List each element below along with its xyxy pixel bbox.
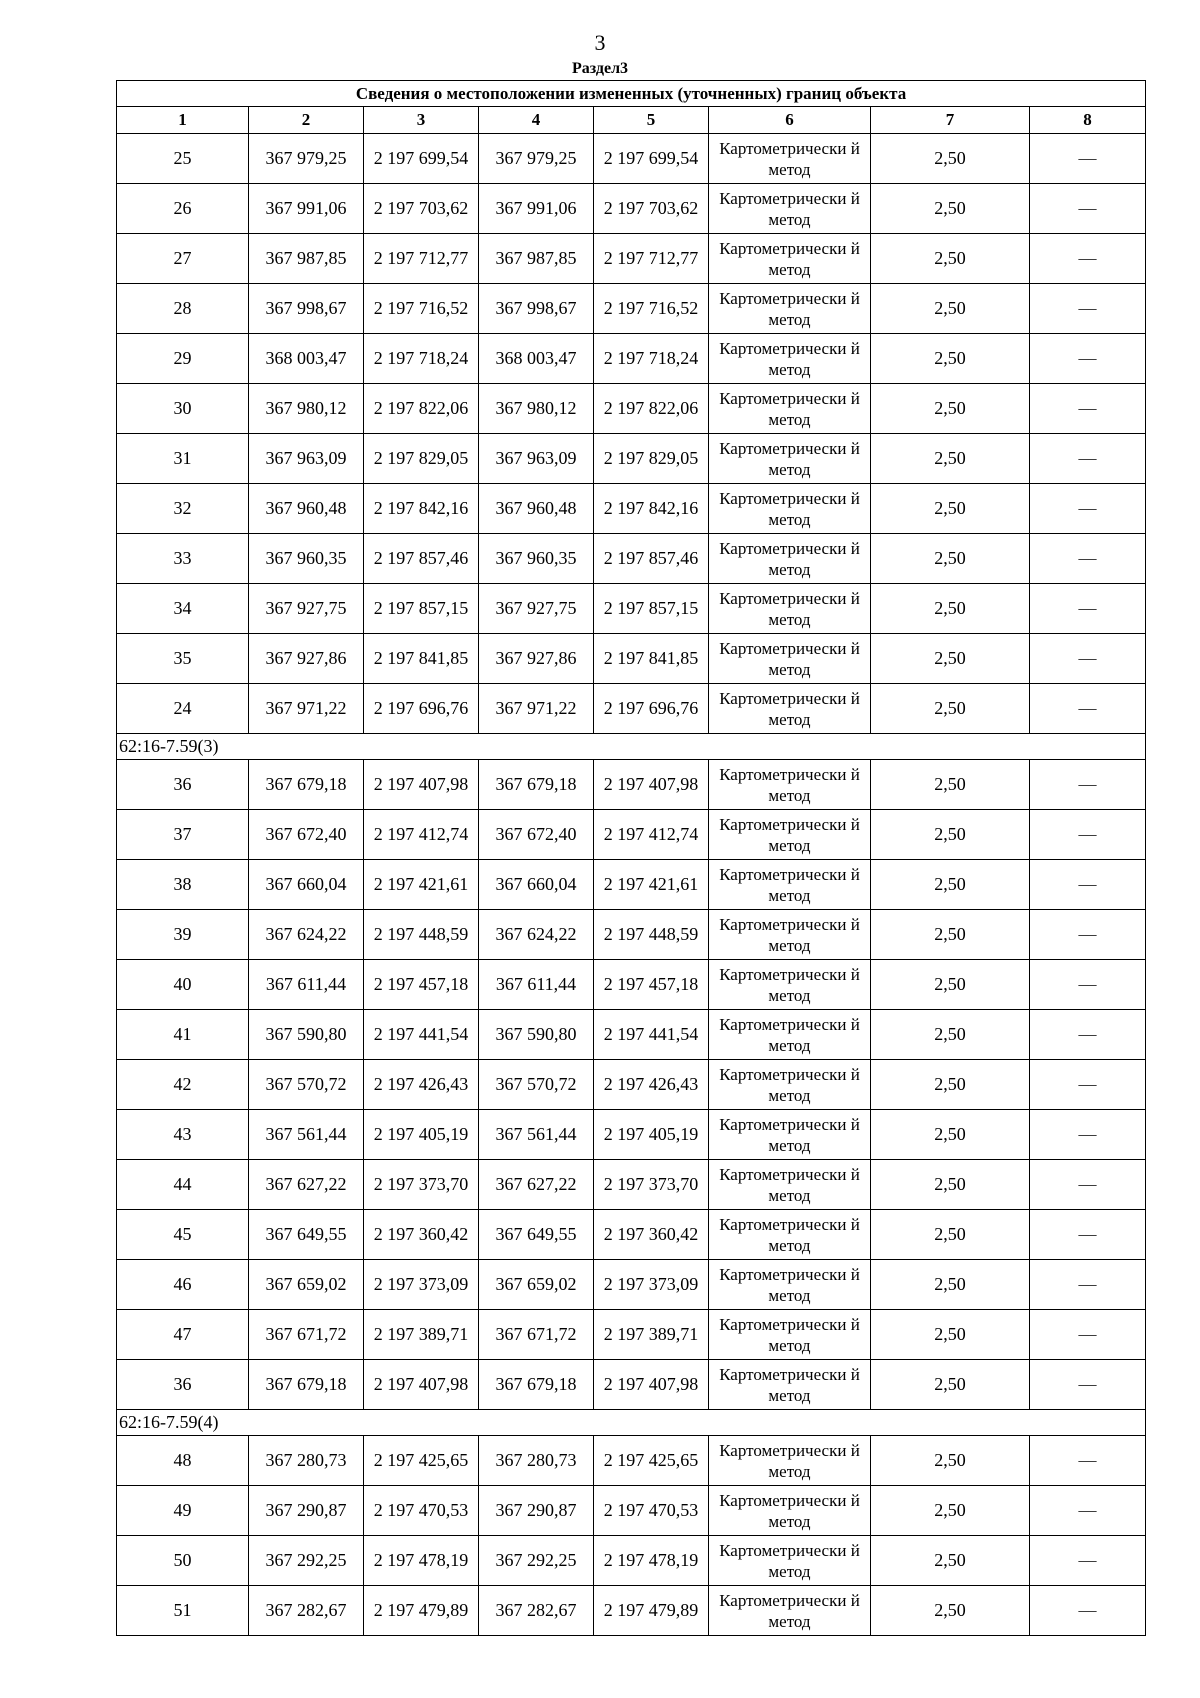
table-row [117, 760, 1146, 810]
x-new-cell: 367 570,72 [479, 1060, 594, 1110]
method-cell: Картометрически й метод [709, 1360, 871, 1410]
description-cell: — [1030, 234, 1146, 284]
description-cell: — [1030, 1010, 1146, 1060]
point-number-cell: 27 [117, 234, 249, 284]
point-number-cell: 25 [117, 134, 249, 184]
x-existing-cell: 367 991,06 [249, 184, 364, 234]
x-existing-cell: 367 671,72 [249, 1310, 364, 1360]
y-existing-cell: 2 197 360,42 [364, 1210, 479, 1260]
x-existing-cell: 367 627,22 [249, 1160, 364, 1210]
method-cell: Картометрически й метод [709, 184, 871, 234]
method-cell: Картометрически й метод [709, 1586, 871, 1636]
accuracy-cell: 2,50 [871, 810, 1030, 860]
x-new-cell: 367 627,22 [479, 1160, 594, 1210]
method-cell: Картометрически й метод [709, 1060, 871, 1110]
y-existing-cell: 2 197 457,18 [364, 960, 479, 1010]
accuracy-cell: 2,50 [871, 534, 1030, 584]
description-cell: — [1030, 810, 1146, 860]
description-cell: — [1030, 1110, 1146, 1160]
table-body [117, 81, 1146, 1636]
column-number-row [117, 107, 1146, 134]
point-number-cell: 38 [117, 860, 249, 910]
y-existing-cell: 2 197 699,54 [364, 134, 479, 184]
x-new-cell: 367 660,04 [479, 860, 594, 910]
y-new-cell: 2 197 360,42 [594, 1210, 709, 1260]
accuracy-cell: 2,50 [871, 1210, 1030, 1260]
y-existing-cell: 2 197 470,53 [364, 1486, 479, 1536]
accuracy-cell: 2,50 [871, 584, 1030, 634]
y-new-cell: 2 197 478,19 [594, 1536, 709, 1586]
column-number: 3 [364, 107, 479, 134]
table-row [117, 234, 1146, 284]
y-existing-cell: 2 197 822,06 [364, 384, 479, 434]
point-number-cell: 41 [117, 1010, 249, 1060]
column-number: 6 [709, 107, 871, 134]
method-cell: Картометрически й метод [709, 760, 871, 810]
point-number-cell: 51 [117, 1586, 249, 1636]
y-existing-cell: 2 197 857,15 [364, 584, 479, 634]
y-new-cell: 2 197 373,70 [594, 1160, 709, 1210]
point-number-cell: 36 [117, 1360, 249, 1410]
accuracy-cell: 2,50 [871, 634, 1030, 684]
group-header-row [117, 1410, 1146, 1436]
y-existing-cell: 2 197 718,24 [364, 334, 479, 384]
y-existing-cell: 2 197 479,89 [364, 1586, 479, 1636]
x-existing-cell: 367 927,86 [249, 634, 364, 684]
table-row [117, 584, 1146, 634]
point-number-cell: 34 [117, 584, 249, 634]
point-number-cell: 46 [117, 1260, 249, 1310]
table-row [117, 960, 1146, 1010]
point-number-cell: 39 [117, 910, 249, 960]
x-existing-cell: 367 624,22 [249, 910, 364, 960]
y-new-cell: 2 197 373,09 [594, 1260, 709, 1310]
method-cell: Картометрически й метод [709, 134, 871, 184]
point-number-cell: 42 [117, 1060, 249, 1110]
group-label: 62:16-7.59(4) [117, 1410, 1146, 1436]
x-new-cell: 367 671,72 [479, 1310, 594, 1360]
y-existing-cell: 2 197 425,65 [364, 1436, 479, 1486]
table-row [117, 634, 1146, 684]
x-existing-cell: 367 590,80 [249, 1010, 364, 1060]
description-cell: — [1030, 760, 1146, 810]
point-number-cell: 24 [117, 684, 249, 734]
x-new-cell: 367 282,67 [479, 1586, 594, 1636]
description-cell: — [1030, 1160, 1146, 1210]
y-existing-cell: 2 197 421,61 [364, 860, 479, 910]
point-number-cell: 30 [117, 384, 249, 434]
x-new-cell: 367 980,12 [479, 384, 594, 434]
method-cell: Картометрически й метод [709, 910, 871, 960]
table-row [117, 1010, 1146, 1060]
y-new-cell: 2 197 842,16 [594, 484, 709, 534]
accuracy-cell: 2,50 [871, 910, 1030, 960]
x-existing-cell: 367 672,40 [249, 810, 364, 860]
y-new-cell: 2 197 699,54 [594, 134, 709, 184]
point-number-cell: 48 [117, 1436, 249, 1486]
x-existing-cell: 367 960,35 [249, 534, 364, 584]
x-existing-cell: 367 290,87 [249, 1486, 364, 1536]
column-number: 8 [1030, 107, 1146, 134]
point-number-cell: 26 [117, 184, 249, 234]
x-existing-cell: 367 960,48 [249, 484, 364, 534]
point-number-cell: 45 [117, 1210, 249, 1260]
table-row [117, 684, 1146, 734]
x-new-cell: 367 960,48 [479, 484, 594, 534]
x-new-cell: 367 679,18 [479, 760, 594, 810]
y-existing-cell: 2 197 405,19 [364, 1110, 479, 1160]
table-row [117, 860, 1146, 910]
x-existing-cell: 367 971,22 [249, 684, 364, 734]
y-new-cell: 2 197 712,77 [594, 234, 709, 284]
description-cell: — [1030, 634, 1146, 684]
description-cell: — [1030, 1360, 1146, 1410]
column-number: 2 [249, 107, 364, 134]
column-number: 1 [117, 107, 249, 134]
accuracy-cell: 2,50 [871, 1310, 1030, 1360]
method-cell: Картометрически й метод [709, 334, 871, 384]
x-new-cell: 367 927,86 [479, 634, 594, 684]
table-row [117, 1110, 1146, 1160]
method-cell: Картометрически й метод [709, 960, 871, 1010]
y-new-cell: 2 197 822,06 [594, 384, 709, 434]
table-row [117, 334, 1146, 384]
x-new-cell: 367 960,35 [479, 534, 594, 584]
y-new-cell: 2 197 716,52 [594, 284, 709, 334]
x-existing-cell: 367 282,67 [249, 1586, 364, 1636]
x-existing-cell: 367 660,04 [249, 860, 364, 910]
description-cell: — [1030, 384, 1146, 434]
description-cell: — [1030, 334, 1146, 384]
y-existing-cell: 2 197 412,74 [364, 810, 479, 860]
point-number-cell: 33 [117, 534, 249, 584]
x-existing-cell: 368 003,47 [249, 334, 364, 384]
y-new-cell: 2 197 829,05 [594, 434, 709, 484]
y-new-cell: 2 197 857,46 [594, 534, 709, 584]
description-cell: — [1030, 1210, 1146, 1260]
point-number-cell: 29 [117, 334, 249, 384]
y-new-cell: 2 197 405,19 [594, 1110, 709, 1160]
accuracy-cell: 2,50 [871, 760, 1030, 810]
x-existing-cell: 367 280,73 [249, 1436, 364, 1486]
page-number: 3 [594, 30, 606, 55]
x-existing-cell: 367 980,12 [249, 384, 364, 434]
description-cell: — [1030, 434, 1146, 484]
description-cell: — [1030, 584, 1146, 634]
y-new-cell: 2 197 407,98 [594, 1360, 709, 1410]
method-cell: Картометрически й метод [709, 860, 871, 910]
x-new-cell: 367 280,73 [479, 1436, 594, 1486]
description-cell: — [1030, 910, 1146, 960]
x-new-cell: 367 624,22 [479, 910, 594, 960]
method-cell: Картометрически й метод [709, 1486, 871, 1536]
y-new-cell: 2 197 703,62 [594, 184, 709, 234]
accuracy-cell: 2,50 [871, 384, 1030, 434]
y-existing-cell: 2 197 696,76 [364, 684, 479, 734]
accuracy-cell: 2,50 [871, 1060, 1030, 1110]
x-existing-cell: 367 659,02 [249, 1260, 364, 1310]
y-existing-cell: 2 197 842,16 [364, 484, 479, 534]
point-number-cell: 37 [117, 810, 249, 860]
accuracy-cell: 2,50 [871, 1536, 1030, 1586]
y-existing-cell: 2 197 857,46 [364, 534, 479, 584]
table-row [117, 1260, 1146, 1310]
method-cell: Картометрически й метод [709, 484, 871, 534]
description-cell: — [1030, 1536, 1146, 1586]
point-number-cell: 40 [117, 960, 249, 1010]
y-new-cell: 2 197 696,76 [594, 684, 709, 734]
table-row [117, 1060, 1146, 1110]
method-cell: Картометрически й метод [709, 1310, 871, 1360]
y-existing-cell: 2 197 829,05 [364, 434, 479, 484]
description-cell: — [1030, 484, 1146, 534]
point-number-cell: 49 [117, 1486, 249, 1536]
y-existing-cell: 2 197 703,62 [364, 184, 479, 234]
x-existing-cell: 367 570,72 [249, 1060, 364, 1110]
section-title: Раздел3 [571, 60, 629, 77]
y-new-cell: 2 197 407,98 [594, 760, 709, 810]
x-new-cell: 367 590,80 [479, 1010, 594, 1060]
accuracy-cell: 2,50 [871, 1010, 1030, 1060]
method-cell: Картометрически й метод [709, 1160, 871, 1210]
x-existing-cell: 367 649,55 [249, 1210, 364, 1260]
x-existing-cell: 367 998,67 [249, 284, 364, 334]
coordinates-table [116, 80, 1146, 1636]
description-cell: — [1030, 184, 1146, 234]
table-row [117, 1536, 1146, 1586]
accuracy-cell: 2,50 [871, 860, 1030, 910]
table-row [117, 434, 1146, 484]
x-new-cell: 367 987,85 [479, 234, 594, 284]
y-new-cell: 2 197 470,53 [594, 1486, 709, 1536]
y-new-cell: 2 197 425,65 [594, 1436, 709, 1486]
description-cell: — [1030, 1586, 1146, 1636]
method-cell: Картометрически й метод [709, 684, 871, 734]
accuracy-cell: 2,50 [871, 1586, 1030, 1636]
x-existing-cell: 367 927,75 [249, 584, 364, 634]
table-row [117, 1586, 1146, 1636]
description-cell: — [1030, 534, 1146, 584]
y-new-cell: 2 197 857,15 [594, 584, 709, 634]
x-new-cell: 367 998,67 [479, 284, 594, 334]
description-cell: — [1030, 1260, 1146, 1310]
method-cell: Картометрически й метод [709, 1536, 871, 1586]
table-row [117, 1360, 1146, 1410]
point-number-cell: 36 [117, 760, 249, 810]
table-row [117, 1160, 1146, 1210]
group-label: 62:16-7.59(3) [117, 734, 1146, 760]
x-new-cell: 367 649,55 [479, 1210, 594, 1260]
table-row [117, 384, 1146, 434]
x-existing-cell: 367 611,44 [249, 960, 364, 1010]
table-row [117, 284, 1146, 334]
column-number: 5 [594, 107, 709, 134]
point-number-cell: 47 [117, 1310, 249, 1360]
table-caption: Сведения о местоположении измененных (уточненных) границ объекта [117, 81, 1146, 107]
table-row [117, 534, 1146, 584]
table-row [117, 1310, 1146, 1360]
x-new-cell: 368 003,47 [479, 334, 594, 384]
accuracy-cell: 2,50 [871, 234, 1030, 284]
description-cell: — [1030, 1310, 1146, 1360]
accuracy-cell: 2,50 [871, 1486, 1030, 1536]
table-row [117, 1486, 1146, 1536]
method-cell: Картометрически й метод [709, 1210, 871, 1260]
x-existing-cell: 367 679,18 [249, 760, 364, 810]
x-existing-cell: 367 963,09 [249, 434, 364, 484]
y-new-cell: 2 197 841,85 [594, 634, 709, 684]
accuracy-cell: 2,50 [871, 1360, 1030, 1410]
y-new-cell: 2 197 426,43 [594, 1060, 709, 1110]
method-cell: Картометрически й метод [709, 1110, 871, 1160]
x-new-cell: 367 679,18 [479, 1360, 594, 1410]
x-new-cell: 367 971,22 [479, 684, 594, 734]
method-cell: Картометрически й метод [709, 234, 871, 284]
description-cell: — [1030, 1486, 1146, 1536]
description-cell: — [1030, 684, 1146, 734]
accuracy-cell: 2,50 [871, 1160, 1030, 1210]
y-existing-cell: 2 197 448,59 [364, 910, 479, 960]
method-cell: Картометрически й метод [709, 1260, 871, 1310]
y-new-cell: 2 197 718,24 [594, 334, 709, 384]
accuracy-cell: 2,50 [871, 484, 1030, 534]
y-existing-cell: 2 197 478,19 [364, 1536, 479, 1586]
y-existing-cell: 2 197 373,09 [364, 1260, 479, 1310]
x-existing-cell: 367 979,25 [249, 134, 364, 184]
table-row [117, 1436, 1146, 1486]
table-row [117, 1210, 1146, 1260]
x-existing-cell: 367 292,25 [249, 1536, 364, 1586]
accuracy-cell: 2,50 [871, 684, 1030, 734]
y-existing-cell: 2 197 373,70 [364, 1160, 479, 1210]
accuracy-cell: 2,50 [871, 334, 1030, 384]
y-new-cell: 2 197 479,89 [594, 1586, 709, 1636]
y-existing-cell: 2 197 716,52 [364, 284, 479, 334]
description-cell: — [1030, 1060, 1146, 1110]
method-cell: Картометрически й метод [709, 434, 871, 484]
point-number-cell: 31 [117, 434, 249, 484]
y-existing-cell: 2 197 389,71 [364, 1310, 479, 1360]
accuracy-cell: 2,50 [871, 1436, 1030, 1486]
x-existing-cell: 367 561,44 [249, 1110, 364, 1160]
accuracy-cell: 2,50 [871, 134, 1030, 184]
accuracy-cell: 2,50 [871, 1260, 1030, 1310]
description-cell: — [1030, 960, 1146, 1010]
description-cell: — [1030, 1436, 1146, 1486]
table-row [117, 184, 1146, 234]
accuracy-cell: 2,50 [871, 284, 1030, 334]
point-number-cell: 44 [117, 1160, 249, 1210]
y-existing-cell: 2 197 407,98 [364, 1360, 479, 1410]
y-new-cell: 2 197 457,18 [594, 960, 709, 1010]
method-cell: Картометрически й метод [709, 284, 871, 334]
description-cell: — [1030, 860, 1146, 910]
method-cell: Картометрически й метод [709, 1010, 871, 1060]
method-cell: Картометрически й метод [709, 584, 871, 634]
x-new-cell: 367 290,87 [479, 1486, 594, 1536]
column-number: 4 [479, 107, 594, 134]
point-number-cell: 28 [117, 284, 249, 334]
x-new-cell: 367 979,25 [479, 134, 594, 184]
x-new-cell: 367 292,25 [479, 1536, 594, 1586]
table-caption-row [117, 81, 1146, 107]
y-new-cell: 2 197 389,71 [594, 1310, 709, 1360]
x-new-cell: 367 561,44 [479, 1110, 594, 1160]
y-new-cell: 2 197 448,59 [594, 910, 709, 960]
y-new-cell: 2 197 421,61 [594, 860, 709, 910]
x-new-cell: 367 963,09 [479, 434, 594, 484]
table-row [117, 484, 1146, 534]
point-number-cell: 35 [117, 634, 249, 684]
x-existing-cell: 367 679,18 [249, 1360, 364, 1410]
accuracy-cell: 2,50 [871, 1110, 1030, 1160]
method-cell: Картометрически й метод [709, 384, 871, 434]
point-number-cell: 50 [117, 1536, 249, 1586]
accuracy-cell: 2,50 [871, 960, 1030, 1010]
method-cell: Картометрически й метод [709, 534, 871, 584]
y-new-cell: 2 197 441,54 [594, 1010, 709, 1060]
y-new-cell: 2 197 412,74 [594, 810, 709, 860]
method-cell: Картометрически й метод [709, 1436, 871, 1486]
point-number-cell: 43 [117, 1110, 249, 1160]
x-existing-cell: 367 987,85 [249, 234, 364, 284]
table-row [117, 810, 1146, 860]
y-existing-cell: 2 197 426,43 [364, 1060, 479, 1110]
accuracy-cell: 2,50 [871, 434, 1030, 484]
x-new-cell: 367 611,44 [479, 960, 594, 1010]
x-new-cell: 367 927,75 [479, 584, 594, 634]
table-row [117, 910, 1146, 960]
x-new-cell: 367 659,02 [479, 1260, 594, 1310]
x-new-cell: 367 991,06 [479, 184, 594, 234]
y-existing-cell: 2 197 441,54 [364, 1010, 479, 1060]
method-cell: Картометрически й метод [709, 634, 871, 684]
column-number: 7 [871, 107, 1030, 134]
table-row [117, 134, 1146, 184]
y-existing-cell: 2 197 712,77 [364, 234, 479, 284]
description-cell: — [1030, 134, 1146, 184]
method-cell: Картометрически й метод [709, 810, 871, 860]
y-existing-cell: 2 197 407,98 [364, 760, 479, 810]
description-cell: — [1030, 284, 1146, 334]
y-existing-cell: 2 197 841,85 [364, 634, 479, 684]
accuracy-cell: 2,50 [871, 184, 1030, 234]
group-header-row [117, 734, 1146, 760]
point-number-cell: 32 [117, 484, 249, 534]
x-new-cell: 367 672,40 [479, 810, 594, 860]
